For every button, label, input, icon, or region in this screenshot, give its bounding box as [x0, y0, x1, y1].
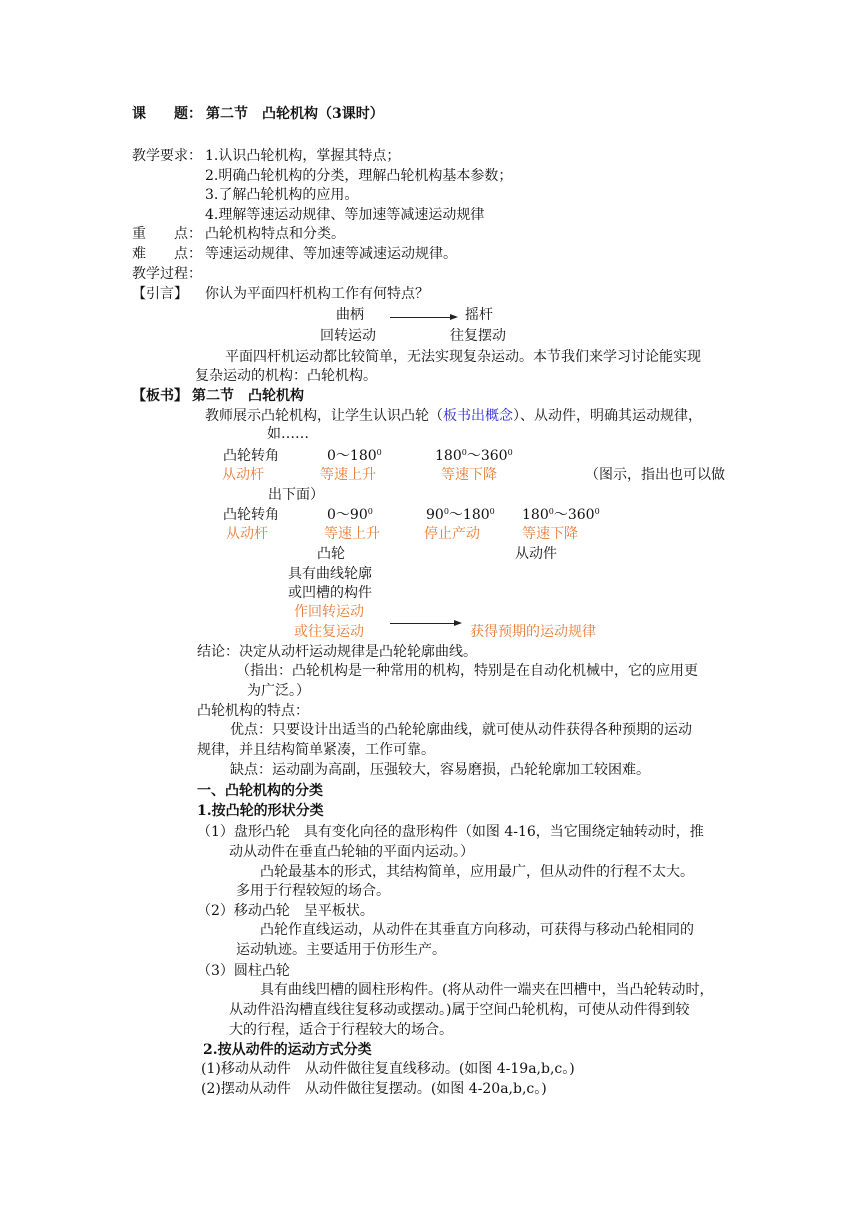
- arrow: [390, 623, 460, 624]
- cam-desc: 具有曲线轮廓: [288, 566, 372, 582]
- figure-note: （图示，指出也可以做: [585, 467, 725, 483]
- difficult-point-text: 等速运动规律、等加速等减速运动规律。: [205, 246, 457, 262]
- key-point-label: 重 点：: [132, 226, 202, 242]
- subsection-title: 2.按从动件的运动方式分类: [203, 1042, 372, 1058]
- motion-value: 等速上升: [324, 526, 380, 542]
- process-label: 教学过程：: [132, 266, 202, 282]
- cam-angle-label: 凸轮转角: [223, 507, 279, 523]
- cam-desc: 或凹槽的构件: [288, 585, 372, 601]
- page-title: 第二节 凸轮机构（3课时）: [206, 106, 384, 122]
- arrow: [390, 317, 456, 318]
- section-title: 一、凸轮机构的分类: [197, 783, 323, 799]
- cylinder-cam-line1: （3）圆柱凸轮: [197, 963, 290, 979]
- disadvantages: 缺点：运动副为高副，压强较大，容易磨损，凸轮轮廓加工较困难。: [230, 762, 650, 778]
- follower-label: 从动杆: [226, 526, 268, 542]
- note-line1: （指出：凸轮机构是一种常用的机构，特别是在自动化机械中，它的应用更: [236, 663, 698, 679]
- rotate-label: 回转运动: [320, 328, 376, 344]
- follower-label: 从动杆: [222, 467, 264, 483]
- disc-cam-line3: 凸轮最基本的形式，其结构简单，应用最广，但从动件的行程不太大。: [260, 864, 694, 880]
- key-point-text: 凸轮机构特点和分类。: [205, 226, 345, 242]
- requirement-item: 4.理解等速运动规律、等加速等减速运动规律: [205, 207, 485, 223]
- move-cam-line1: （2）移动凸轮 呈平板状。: [197, 903, 374, 919]
- swing-label: 往复摆动: [450, 328, 506, 344]
- cam-angle-label: 凸轮转角: [223, 448, 279, 464]
- rocker-label: 摇杆: [465, 307, 493, 323]
- intro-paragraph-line1: 平面四杆机运动都比较简单，无法实现复杂运动。本节我们来学习讨论能实现: [225, 349, 701, 365]
- intro-paragraph-line2: 复杂运动的机构：凸轮机构。: [195, 368, 377, 384]
- disc-cam-line2: 动从动件在垂直凸轮轴的平面内运动。）: [229, 844, 474, 860]
- requirement-item: 2.明确凸轮机构的分类，理解凸轮机构基本参数；: [205, 168, 513, 184]
- move-cam-line3: 运动轨迹。主要适用于仿形生产。: [236, 942, 446, 958]
- intro-question: 你认为平面四杆机构工作有何特点？: [205, 286, 429, 302]
- angle-value: $0\sim 180^0$: [327, 448, 382, 464]
- cam-motion: 作回转运动: [294, 604, 364, 620]
- crank-label: 曲柄: [336, 307, 364, 323]
- board-heading: 第二节 凸轮机构: [192, 388, 304, 404]
- features-title: 凸轮机构的特点：: [197, 703, 309, 719]
- title-label: 课 题：: [132, 106, 202, 122]
- motion-value: 等速下降: [522, 526, 578, 542]
- disc-cam-line1: （1）盘形凸轮 具有变化向径的盘形构件（如图 4-16，当它围绕定轴转动时，推: [197, 824, 704, 840]
- disc-cam-line4: 多用于行程较短的场合。: [236, 883, 390, 899]
- requirement-item: 3.了解凸轮机构的应用。: [205, 187, 359, 203]
- intro-label: 【引言】: [132, 286, 188, 302]
- show-line1: 教师展示凸轮机构，让学生认识凸轮（板书出概念）、从动件，明确其运动规律，: [205, 408, 702, 424]
- angle-value: $180^0\sim 360^0$: [522, 507, 600, 523]
- follower-part-label: 从动件: [515, 546, 557, 562]
- requirements-label: 教学要求：: [132, 148, 202, 164]
- subsection-title: 1.按凸轮的形状分类: [197, 803, 324, 819]
- figure-note-cont: 出下面）: [268, 487, 324, 503]
- angle-value: $180^0\sim 360^0$: [435, 448, 513, 464]
- advantages-line2: 规律，并且结构简单紧凑，工作可靠。: [197, 742, 435, 758]
- follower-type-line: (1)移动从动件 从动件做往复直线移动。(如图 4-19a,b,c。): [201, 1061, 575, 1077]
- angle-value: $90^0\sim 180^0$: [426, 507, 495, 523]
- requirement-item: 1.认识凸轮机构，掌握其特点；: [205, 148, 401, 164]
- cylinder-cam-line2: 具有曲线凹槽的圆柱形构件。(将从动件一端夹在凹槽中，当凸轮转动时，: [260, 982, 714, 998]
- note-line2: 为广泛。）: [247, 683, 310, 699]
- motion-value: 等速上升: [320, 467, 376, 483]
- conclusion: 结论：决定从动杆运动规律是凸轮轮廓曲线。: [197, 644, 477, 660]
- cam-label: 凸轮: [317, 546, 345, 562]
- follower-type-line: (2)摆动从动件 从动件做往复摆动。(如图 4-20a,b,c。): [201, 1081, 547, 1097]
- show-line2: 如……: [267, 426, 309, 442]
- difficult-point-label: 难 点：: [132, 246, 202, 262]
- board-label: 【板书】: [132, 388, 188, 404]
- result-text: 获得预期的运动规律: [470, 624, 596, 640]
- motion-value: 停止产动: [424, 526, 480, 542]
- angle-value: $0\sim 90^0$: [327, 507, 373, 523]
- motion-value: 等速下降: [441, 467, 497, 483]
- cam-motion: 或往复运动: [294, 624, 364, 640]
- cylinder-cam-line4: 大的行程，适合于行程较大的场合。: [229, 1022, 453, 1038]
- advantages-line1: 优点：只要设计出适当的凸轮轮廓曲线，就可使从动件获得各种预期的运动: [230, 722, 692, 738]
- move-cam-line2: 凸轮作直线运动，从动件在其垂直方向移动，可获得与移动凸轮相同的: [260, 922, 694, 938]
- cylinder-cam-line3: 从动件沿沟槽直线往复移动或摆动。)属于空间凸轮机构，可使从动件得到较: [229, 1002, 690, 1018]
